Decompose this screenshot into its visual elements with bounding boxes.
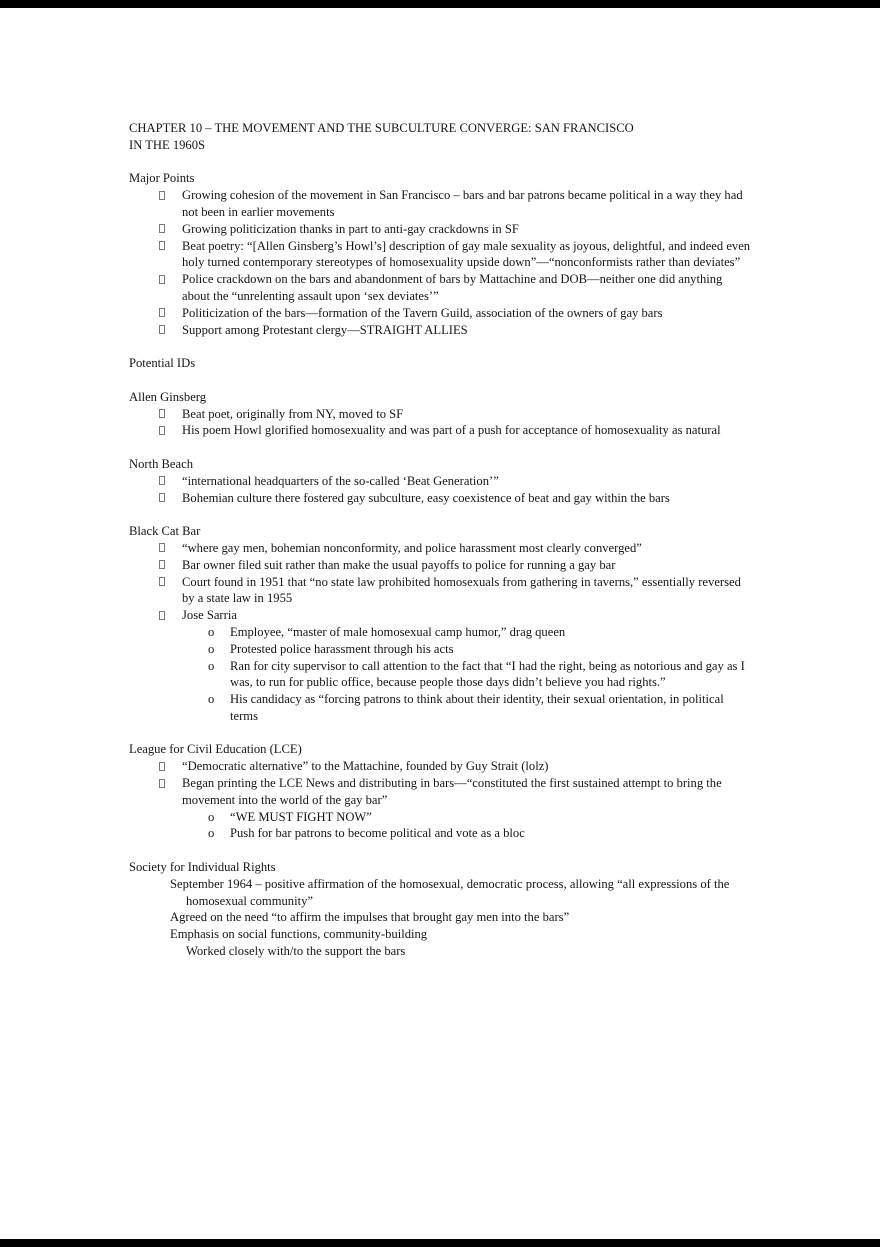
section [129,355,753,372]
list-item [129,221,753,238]
list-item [129,187,753,221]
list-item-text: Beat poet, originally from NY, moved to SF [182,406,404,421]
list-item-text: Growing politicization thanks in part to anti-gay crackdowns in SF [182,221,519,236]
list-item [129,926,753,943]
document-title-line-2: IN THE 1960S [129,137,206,152]
square-bullet-icon [159,493,165,502]
list-item-text: Bar owner filed suit rather than make the usual payoffs to police for running a gay bar [182,557,616,572]
section [129,859,753,960]
section [129,456,753,506]
square-bullet-icon [159,577,165,586]
list-item [129,238,753,272]
list-item [129,658,753,692]
list-item-text: “where gay men, bohemian nonconformity, and police harassment most clearly converged” [182,540,642,555]
section-heading: Major Points [129,171,195,186]
list-item-text: Protested police harassment through his acts [230,641,454,656]
list-item-text: “Democratic alternative” to the Mattachine, founded by Guy Strait (lolz) [182,759,549,774]
list-item-text: Politicization of the bars—formation of the Tavern Guild, association of the owners of gay bars [182,305,663,320]
list-item-text: Agreed on the need “to affirm the impulses that brought gay men into the bars” [170,910,570,925]
list-item [129,876,753,910]
list-item [129,574,753,608]
list-item [129,758,753,775]
list-item-text: Ran for city supervisor to call attention to the fact that “I had the right, being as notorious and gay as I was, to run for public office, because people those days didn’t believe you had rights.” [230,658,745,690]
list-item-text: His poem Howl glorified homosexuality and was part of a push for acceptance of homosexuality as natural [182,423,721,438]
list-item-text: Court found in 1951 that “no state law prohibited homosexuals from gathering in taverns,” essentially reversed by a state law in 1955 [182,574,741,606]
list-item [129,473,753,490]
document-title-line-1: CHAPTER 10 – THE MOVEMENT AND THE SUBCULTURE CONVERGE: SAN FRANCISCO [129,121,634,135]
list-item-text: Bohemian culture there fostered gay subculture, easy coexistence of beat and gay within the bars [182,490,670,505]
square-bullet-icon [159,191,165,200]
square-bullet-icon [159,275,165,284]
list-item [129,490,753,507]
section-heading: League for Civil Education (LCE) [129,742,302,757]
list-item [129,691,753,725]
square-bullet-icon [159,476,165,485]
list-item [129,909,753,926]
list-item-text: September 1964 – positive affirmation of the homosexual, democratic process, allowing “all expressions of the homosexual community” [170,876,730,908]
list-item-text: Beat poetry: “[Allen Ginsberg’s Howl’s] description of gay male sexuality as joyous, delightful, and indeed even holy turned contemporary stereotypes of homosexuality upside down”—“nonconformists rather than deviates” [182,238,751,270]
list-item-text: Support among Protestant clergy—STRAIGHT ALLIES [182,322,468,337]
document-page [0,8,880,1239]
square-bullet-icon [159,308,165,317]
square-bullet-icon [159,762,165,771]
o-bullet-icon: o [208,624,215,639]
o-bullet-icon: o [208,809,215,824]
list-item-text: Worked closely with/to the support the bars [186,944,406,959]
list-item [129,540,753,557]
o-bullet-icon: o [208,658,215,673]
list-item [129,271,753,305]
section-heading: Allen Ginsberg [129,389,207,404]
document-title [129,120,753,154]
section-heading: North Beach [129,456,193,471]
list-item [129,809,753,826]
o-bullet-icon: o [208,826,215,841]
list-item [129,406,753,423]
square-bullet-icon [159,779,165,788]
list-item [129,557,753,574]
section-heading: Black Cat Bar [129,524,201,539]
square-bullet-icon [159,325,165,334]
o-bullet-icon: o [208,641,215,656]
list-item-text: Employee, “master of male homosexual camp humor,” drag queen [230,624,566,639]
section-heading: Potential IDs [129,356,196,371]
section [129,523,753,725]
list-item-text: Growing cohesion of the movement in San Francisco – bars and bar patrons became political in a way they had not been in earlier movements [182,188,743,219]
sections [129,170,753,959]
list-item [129,943,753,960]
list-item [129,422,753,439]
list-item-text: Jose Sarria [182,608,237,623]
square-bullet-icon [159,543,165,552]
list-item [129,775,753,809]
o-bullet-icon: o [208,692,215,707]
list-item [129,322,753,339]
square-bullet-icon [159,241,165,250]
list-item-text: “WE MUST FIGHT NOW” [230,809,372,824]
list-item [129,641,753,658]
section [129,389,753,439]
section-heading: Society for Individual Rights [129,860,276,875]
list-item [129,624,753,641]
square-bullet-icon [159,426,165,435]
square-bullet-icon [159,224,165,233]
list-item-text: “international headquarters of the so-called ‘Beat Generation’” [182,473,499,488]
square-bullet-icon [159,560,165,569]
list-item-text: His candidacy as “forcing patrons to think about their identity, their sexual orientation, in political terms [230,692,724,723]
list-item-text: Police crackdown on the bars and abandonment of bars by Mattachine and DOB—neither one did anything about the “unrelenting assault upon ‘sex deviates’” [182,272,723,303]
list-item [129,305,753,322]
list-item [129,607,753,624]
list-item [129,825,753,842]
list-item-text: Push for bar patrons to become political and vote as a bloc [230,826,525,841]
square-bullet-icon [159,409,165,418]
section [129,741,753,842]
square-bullet-icon [159,611,165,620]
list-item-text: Began printing the LCE News and distributing in bars—“constituted the first sustained attempt to bring the movement into the world of the gay bar” [182,776,722,807]
section [129,170,753,338]
list-item-text: Emphasis on social functions, community-building [170,927,428,942]
